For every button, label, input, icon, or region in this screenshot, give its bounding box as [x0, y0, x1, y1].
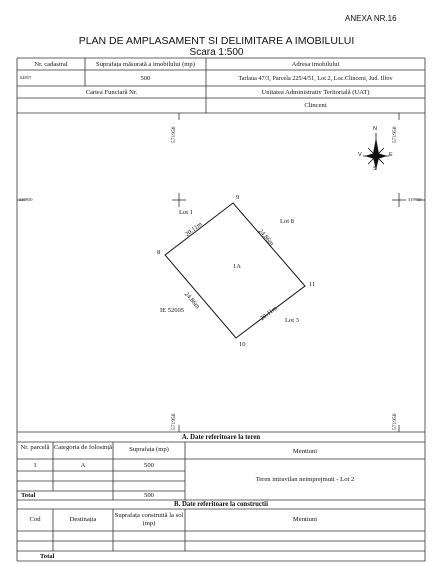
- adresa-value: Tarlaua 47/3, Parcela 225/4/51, Lot 2, Loc.Clinceni, Jud. Ilfov: [238, 75, 393, 82]
- edge-length-8-9: 20.11m: [183, 220, 204, 239]
- uat-label: Unitatea Administrativ Teritorială (UAT): [261, 89, 370, 96]
- compass-east: E: [389, 152, 393, 158]
- section-b-total-label: Total: [40, 553, 55, 560]
- col-suprafata-constructie: Suprafața construită la sol (mp): [114, 512, 184, 527]
- row-nr: 1: [33, 462, 37, 469]
- edge-length-10-11: 20.11m: [258, 304, 279, 323]
- mentiuni-value: Teren intravilan neimprejmuit - Lot 2: [255, 476, 355, 483]
- col-cod: Cod: [29, 516, 41, 523]
- coord-y-bottom-left: 571950: [171, 413, 177, 430]
- point-9: 9: [236, 194, 240, 201]
- coord-y-top-right: 571950: [392, 126, 398, 143]
- row-categorie: A: [80, 462, 86, 469]
- col-mentiuni-b: Mentiuni: [292, 516, 318, 523]
- coord-x-left: 319950: [19, 197, 33, 202]
- adresa-label: Adresa imobilului: [291, 61, 340, 68]
- compass-west: V: [358, 152, 362, 158]
- point-8: 8: [157, 249, 161, 256]
- compass-north: N: [373, 126, 377, 132]
- point-11: 11: [309, 281, 316, 288]
- nr-cadastral-value: 64857: [20, 75, 32, 80]
- point-10: 10: [239, 341, 246, 348]
- edge-length-8-10: 24.86m: [182, 290, 201, 311]
- cartea-funciara-label: Cartea Funciară Nr.: [85, 89, 138, 96]
- compass-south: S: [373, 166, 377, 172]
- annex-label: ANEXA NR.16: [345, 14, 397, 23]
- compass-rose: [363, 133, 389, 170]
- col-mentiuni: Mentiuni: [292, 448, 318, 455]
- lot-1-label: Lot 1: [179, 209, 193, 216]
- coord-x-right: 319950: [408, 197, 422, 202]
- suprafata-label: Suprafața măsurată a imobilului (mp): [96, 61, 195, 68]
- section-b-title: B. Date referitoare la constructii: [174, 501, 268, 508]
- parcel-id: 1A: [233, 263, 241, 270]
- col-categorie: Categoria de folosință: [53, 444, 113, 451]
- coord-y-top-left: 571950: [171, 126, 177, 143]
- lot-8-label: Lot 8: [280, 218, 294, 225]
- uat-value: Clinceni: [304, 102, 327, 109]
- row-suprafata: 500: [144, 462, 154, 469]
- col-nr-parcela: Nr. parcelă: [20, 444, 50, 451]
- section-a-total-value: 500: [144, 492, 154, 499]
- section-a-title: A. Date referitoare la teren: [181, 434, 261, 441]
- document-title: PLAN DE AMPLASAMENT SI DELIMITARE A IMOBILULUI: [78, 35, 355, 47]
- ie-label: IE 52605: [160, 307, 185, 314]
- section-a-total-label: Total: [21, 492, 36, 499]
- nr-cadastral-label: Nr. cadastral: [34, 61, 68, 68]
- lot-3-label: Lot 3: [285, 317, 299, 324]
- col-destinatia: Destinația: [69, 516, 97, 523]
- scale-label: Scara 1:500: [189, 47, 244, 58]
- coord-y-bottom-right: 571950: [392, 413, 398, 430]
- edge-length-9-11: 24.86m: [256, 227, 275, 248]
- suprafata-value: 500: [140, 75, 151, 82]
- col-suprafata: Suprafața (mp): [129, 446, 169, 453]
